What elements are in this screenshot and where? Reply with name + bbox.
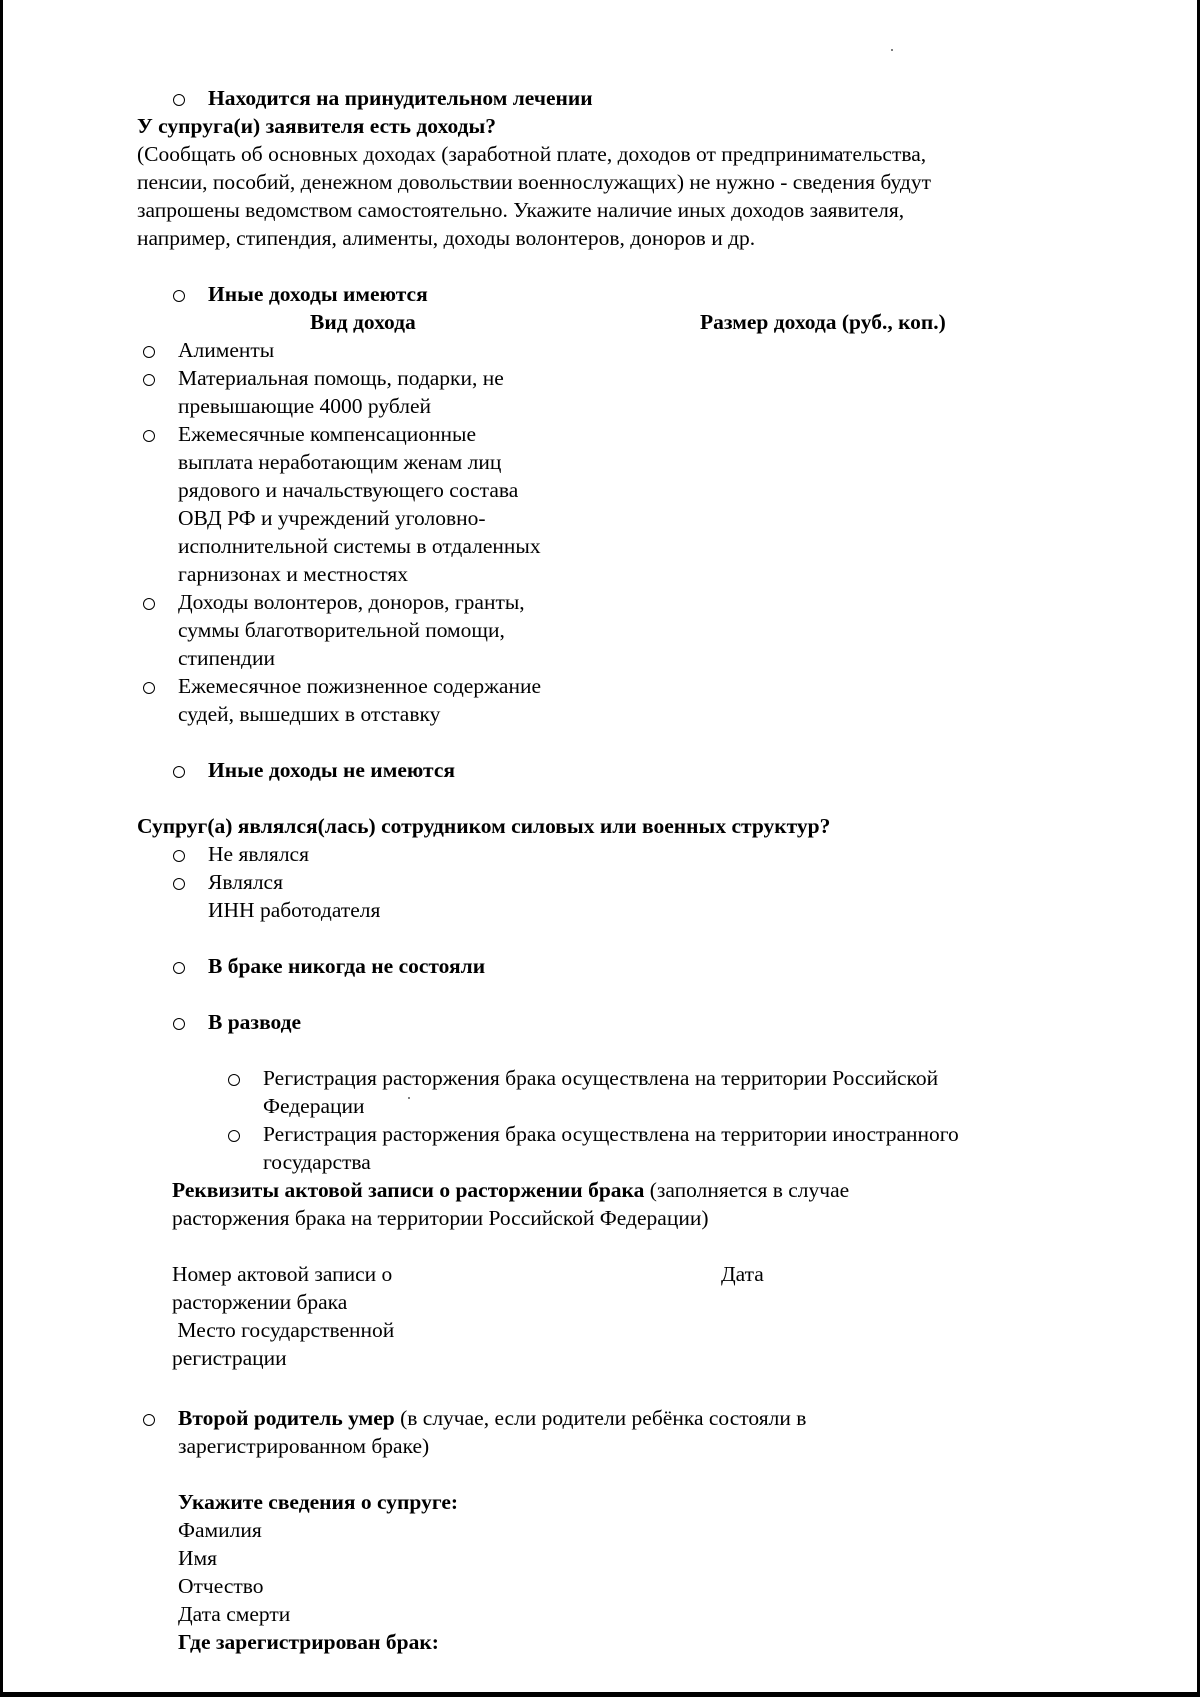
income-type-label: ОВД РФ и учреждений уголовно- bbox=[178, 506, 486, 530]
parent-died-bold: Второй родитель умер bbox=[178, 1406, 395, 1430]
spouse-info-title: Укажите сведения о супруге: bbox=[178, 1490, 459, 1514]
income-type-label: Алименты bbox=[178, 338, 275, 362]
radio-military-yes[interactable] bbox=[173, 878, 185, 890]
divorce-option-label: Регистрация расторжения брака осуществлена на территории Российской bbox=[263, 1066, 939, 1090]
checkbox-income-compensation[interactable] bbox=[143, 430, 155, 442]
radio-military-no[interactable] bbox=[173, 850, 185, 862]
income-type-label: судей, вышедших в отставку bbox=[178, 702, 441, 726]
divorce-record-title bbox=[172, 1178, 849, 1204]
income-type-label: исполнительной системы в отдаленных bbox=[178, 534, 541, 558]
column-header-income-amount: Размер дохода (руб., коп.) bbox=[700, 310, 946, 334]
scan-border-left bbox=[0, 0, 3, 1697]
parent-died-label bbox=[178, 1406, 806, 1432]
registration-place-label: Место государственной bbox=[172, 1318, 395, 1342]
income-question: У супруга(и) заявителя есть доходы? bbox=[137, 114, 496, 138]
radio-other-income-no[interactable] bbox=[173, 766, 185, 778]
income-type-label: стипендии bbox=[178, 646, 275, 670]
income-type-label: Ежемесячные компенсационные bbox=[178, 422, 477, 446]
income-type-label: Доходы волонтеров, доноров, гранты, bbox=[178, 590, 525, 614]
income-note-line: пенсии, пособий, денежном довольствии военнослужащих) не нужно - сведения будут bbox=[137, 170, 931, 194]
record-number-label: Номер актовой записи о bbox=[172, 1262, 393, 1286]
column-header-income-type: Вид дохода bbox=[310, 310, 416, 334]
option-military-no-label: Не являлся bbox=[208, 842, 309, 866]
spouse-patronymic-label: Отчество bbox=[178, 1574, 264, 1598]
scan-border-bottom bbox=[0, 1692, 1200, 1697]
spouse-surname-label: Фамилия bbox=[178, 1518, 262, 1542]
scan-speck bbox=[891, 49, 893, 51]
income-type-label: Ежемесячное пожизненное содержание bbox=[178, 674, 542, 698]
income-type-label: суммы благотворительной помощи, bbox=[178, 618, 505, 642]
divorce-option-label: Федерации bbox=[263, 1094, 365, 1118]
parent-died-rest: (в случае, если родители ребёнка состояли в bbox=[394, 1406, 807, 1430]
income-type-label: превышающие 4000 рублей bbox=[178, 394, 432, 418]
parent-died-line2: зарегистрированном браке) bbox=[178, 1434, 430, 1458]
checkbox-income-volunteers[interactable] bbox=[143, 598, 155, 610]
record-date-label: Дата bbox=[721, 1262, 764, 1286]
option-divorced-label: В разводе bbox=[208, 1010, 302, 1034]
radio-divorce-in-russia[interactable] bbox=[228, 1074, 240, 1086]
income-type-label: рядового и начальствующего состава bbox=[178, 478, 519, 502]
registration-place-label: регистрации bbox=[172, 1346, 287, 1370]
divorce-record-title-rest: (заполняется в случае bbox=[644, 1178, 850, 1202]
radio-divorce-abroad[interactable] bbox=[228, 1130, 240, 1142]
marriage-place-label: Где зарегистрирован брак: bbox=[178, 1630, 439, 1654]
checkbox-income-material-aid[interactable] bbox=[143, 374, 155, 386]
option-other-income-yes-label: Иные доходы имеются bbox=[208, 282, 428, 306]
spouse-name-label: Имя bbox=[178, 1546, 218, 1570]
military-question: Супруг(а) являлся(лась) сотрудником силовых или военных структур? bbox=[137, 814, 831, 838]
divorce-option-label: государства bbox=[263, 1150, 371, 1174]
spouse-death-date-label: Дата смерти bbox=[178, 1602, 291, 1626]
income-type-label: гарнизонах и местностях bbox=[178, 562, 409, 586]
checkbox-income-judges[interactable] bbox=[143, 682, 155, 694]
radio-never-married[interactable] bbox=[173, 962, 185, 974]
income-note-line: (Сообщать об основных доходах (заработной плате, доходов от предпринимательства, bbox=[137, 142, 927, 166]
radio-treatment[interactable] bbox=[173, 94, 185, 106]
radio-other-income-yes[interactable] bbox=[173, 290, 185, 302]
divorce-record-title-line2: расторжения брака на территории Российской Федерации) bbox=[172, 1206, 709, 1230]
radio-parent-died[interactable] bbox=[143, 1414, 155, 1426]
checkbox-income-alimony[interactable] bbox=[143, 346, 155, 358]
option-other-income-no-label: Иные доходы не имеются bbox=[208, 758, 456, 782]
record-number-label: расторжении брака bbox=[172, 1290, 348, 1314]
divorce-record-title-bold: Реквизиты актовой записи о расторжении брака bbox=[172, 1178, 645, 1202]
employer-inn-label: ИНН работодателя bbox=[208, 898, 381, 922]
scan-speck bbox=[408, 1097, 410, 1099]
income-note-line: запрошены ведомством самостоятельно. Укажите наличие иных доходов заявителя, bbox=[137, 198, 905, 222]
income-note-line: например, стипендия, алименты, доходы волонтеров, доноров и др. bbox=[137, 226, 756, 250]
option-military-yes-label: Являлся bbox=[208, 870, 283, 894]
income-type-label: Материальная помощь, подарки, не bbox=[178, 366, 504, 390]
divorce-option-label: Регистрация расторжения брака осуществлена на территории иностранного bbox=[263, 1122, 959, 1146]
income-type-label: выплата неработающим женам лиц bbox=[178, 450, 502, 474]
option-treatment-label: Находится на принудительном лечении bbox=[208, 86, 593, 110]
option-never-married-label: В браке никогда не состояли bbox=[208, 954, 486, 978]
radio-divorced[interactable] bbox=[173, 1018, 185, 1030]
